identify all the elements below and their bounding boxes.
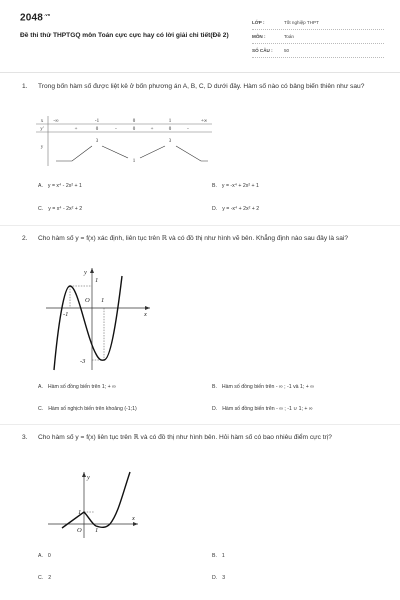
option-label: C. bbox=[38, 406, 44, 412]
option-text: 2 bbox=[48, 575, 52, 581]
option-c[interactable] bbox=[38, 406, 137, 412]
table-y-value: 1 bbox=[132, 159, 136, 164]
axis-y-label: y bbox=[84, 269, 87, 276]
meta-label: SỐ CÂU : bbox=[252, 48, 273, 53]
option-text: 1 bbox=[221, 553, 225, 559]
value-label: -3 bbox=[80, 358, 86, 365]
logo-suffix: .vn bbox=[44, 12, 51, 17]
value-label: 1 bbox=[95, 277, 99, 284]
value-label: 1 bbox=[95, 527, 99, 534]
table-arrow bbox=[176, 146, 208, 161]
option-text: y = x⁴ - 2x² + 2 bbox=[48, 206, 83, 212]
option-b[interactable] bbox=[212, 183, 259, 189]
question-2 bbox=[22, 234, 384, 256]
axis-x-label: x bbox=[132, 515, 135, 522]
meta-row-subject bbox=[252, 30, 384, 44]
option-a[interactable] bbox=[38, 384, 116, 390]
table-arrow bbox=[102, 146, 128, 158]
table-x-label: x bbox=[40, 119, 44, 124]
question-number: 2. bbox=[22, 235, 28, 242]
option-d[interactable] bbox=[212, 575, 225, 581]
meta-label: MÔN : bbox=[252, 34, 266, 39]
origin-label: O bbox=[85, 297, 90, 304]
origin-label: O bbox=[77, 527, 82, 534]
option-text: y = -x⁴ + 2x² + 2 bbox=[222, 206, 260, 212]
option-c[interactable] bbox=[38, 575, 51, 581]
meta-value: Toán bbox=[284, 34, 294, 39]
option-c[interactable] bbox=[38, 206, 82, 212]
value-label: 1 bbox=[78, 509, 82, 516]
table-sign: 0 bbox=[168, 127, 172, 132]
table-x-value: -∞ bbox=[53, 119, 59, 124]
table-yp-label: y' bbox=[40, 127, 44, 132]
option-text: Hàm số đồng biến trên - ∞ ; -1 và 1; + ∞ bbox=[221, 384, 314, 390]
question-1 bbox=[22, 82, 384, 104]
function-curve bbox=[54, 276, 122, 370]
function-curve bbox=[62, 472, 130, 528]
meta-value: Tốt nghiệp THPT bbox=[284, 20, 319, 25]
option-label: C. bbox=[38, 575, 44, 581]
option-label: C. bbox=[38, 206, 44, 212]
table-sign: 0 bbox=[132, 127, 136, 132]
table-x-value: 0 bbox=[132, 119, 136, 124]
option-text: Hàm số nghịch biến trên khoảng (-1;1) bbox=[48, 406, 137, 412]
option-a[interactable] bbox=[38, 183, 82, 189]
function-graph-3 bbox=[48, 470, 140, 540]
table-sign: + bbox=[150, 127, 154, 132]
exam-meta bbox=[252, 16, 384, 58]
question-divider bbox=[0, 424, 400, 425]
axis-y-label: y bbox=[87, 474, 90, 481]
option-label: A. bbox=[38, 553, 43, 559]
option-text: y = x⁴ - 2x² + 1 bbox=[47, 183, 82, 189]
meta-value: 50 bbox=[284, 48, 290, 53]
option-b[interactable] bbox=[212, 384, 314, 390]
option-b[interactable] bbox=[212, 553, 225, 559]
option-label: D. bbox=[212, 206, 218, 212]
option-label: B. bbox=[212, 384, 217, 390]
table-y-value: 3 bbox=[168, 139, 172, 144]
value-label: -1 bbox=[63, 311, 69, 318]
option-text: 0 bbox=[47, 553, 51, 559]
axis-x-label: x bbox=[144, 311, 147, 318]
function-graph-2 bbox=[46, 266, 156, 372]
meta-row-count bbox=[252, 44, 384, 58]
table-sign: 0 bbox=[95, 127, 99, 132]
question-3 bbox=[22, 433, 384, 455]
question-divider bbox=[0, 225, 400, 226]
table-arrow bbox=[140, 146, 165, 158]
option-text: Hàm số đồng biến trên - ∞ ; -1 ∪ 1; + ∞ bbox=[222, 406, 313, 412]
option-label: D. bbox=[212, 575, 218, 581]
option-label: B. bbox=[212, 553, 217, 559]
variation-table bbox=[36, 116, 212, 166]
option-label: A. bbox=[38, 183, 43, 189]
table-sign: + bbox=[74, 127, 78, 132]
question-text: Cho hàm số y = f(x) liên tục trên ℝ và có đồ thị như hình bên. Hỏi hàm số có bao nhiêu điểm cực trị? bbox=[38, 434, 332, 441]
question-number: 3. bbox=[22, 434, 28, 441]
site-logo[interactable] bbox=[20, 12, 50, 23]
option-d[interactable] bbox=[212, 206, 259, 212]
option-text: Hàm số đồng biến trên 1; + ∞ bbox=[47, 384, 116, 390]
option-a[interactable] bbox=[38, 553, 51, 559]
option-label: D. bbox=[212, 406, 218, 412]
table-y-value: 3 bbox=[95, 139, 99, 144]
question-number: 1. bbox=[22, 83, 28, 90]
option-text: 3 bbox=[222, 575, 226, 581]
option-label: B. bbox=[212, 183, 217, 189]
option-text: y = -x⁴ + 2x² + 1 bbox=[221, 183, 259, 189]
table-sign: - bbox=[187, 127, 189, 132]
question-text: Trong bốn hàm số được liệt kê ở bốn phương án A, B, C, D dưới đây. Hàm số nào có bảng biến thiên như sau? bbox=[38, 83, 365, 90]
table-y-label: y bbox=[40, 145, 44, 150]
table-sign: - bbox=[115, 127, 117, 132]
option-label: A. bbox=[38, 384, 43, 390]
header-divider bbox=[0, 72, 400, 73]
table-x-value: 1 bbox=[168, 119, 172, 124]
question-text: Cho hàm số y = f(x) xác định, liên tục trên ℝ và có đồ thị như hình vẽ bên. Khẳng định nào sau đây là sai? bbox=[38, 235, 349, 242]
meta-row-class bbox=[252, 16, 384, 30]
meta-label: LỚP : bbox=[252, 20, 265, 25]
logo-text: 2048 bbox=[20, 12, 44, 24]
table-arrow bbox=[56, 146, 92, 161]
table-x-value: -1 bbox=[94, 119, 100, 124]
document-title: Đề thi thử THPTGQ môn Toán cực cực hay có lời giải chi tiết(Đề 2) bbox=[20, 32, 229, 39]
table-x-value: +∞ bbox=[200, 119, 208, 124]
option-d[interactable] bbox=[212, 406, 313, 412]
value-label: 1 bbox=[101, 297, 105, 304]
